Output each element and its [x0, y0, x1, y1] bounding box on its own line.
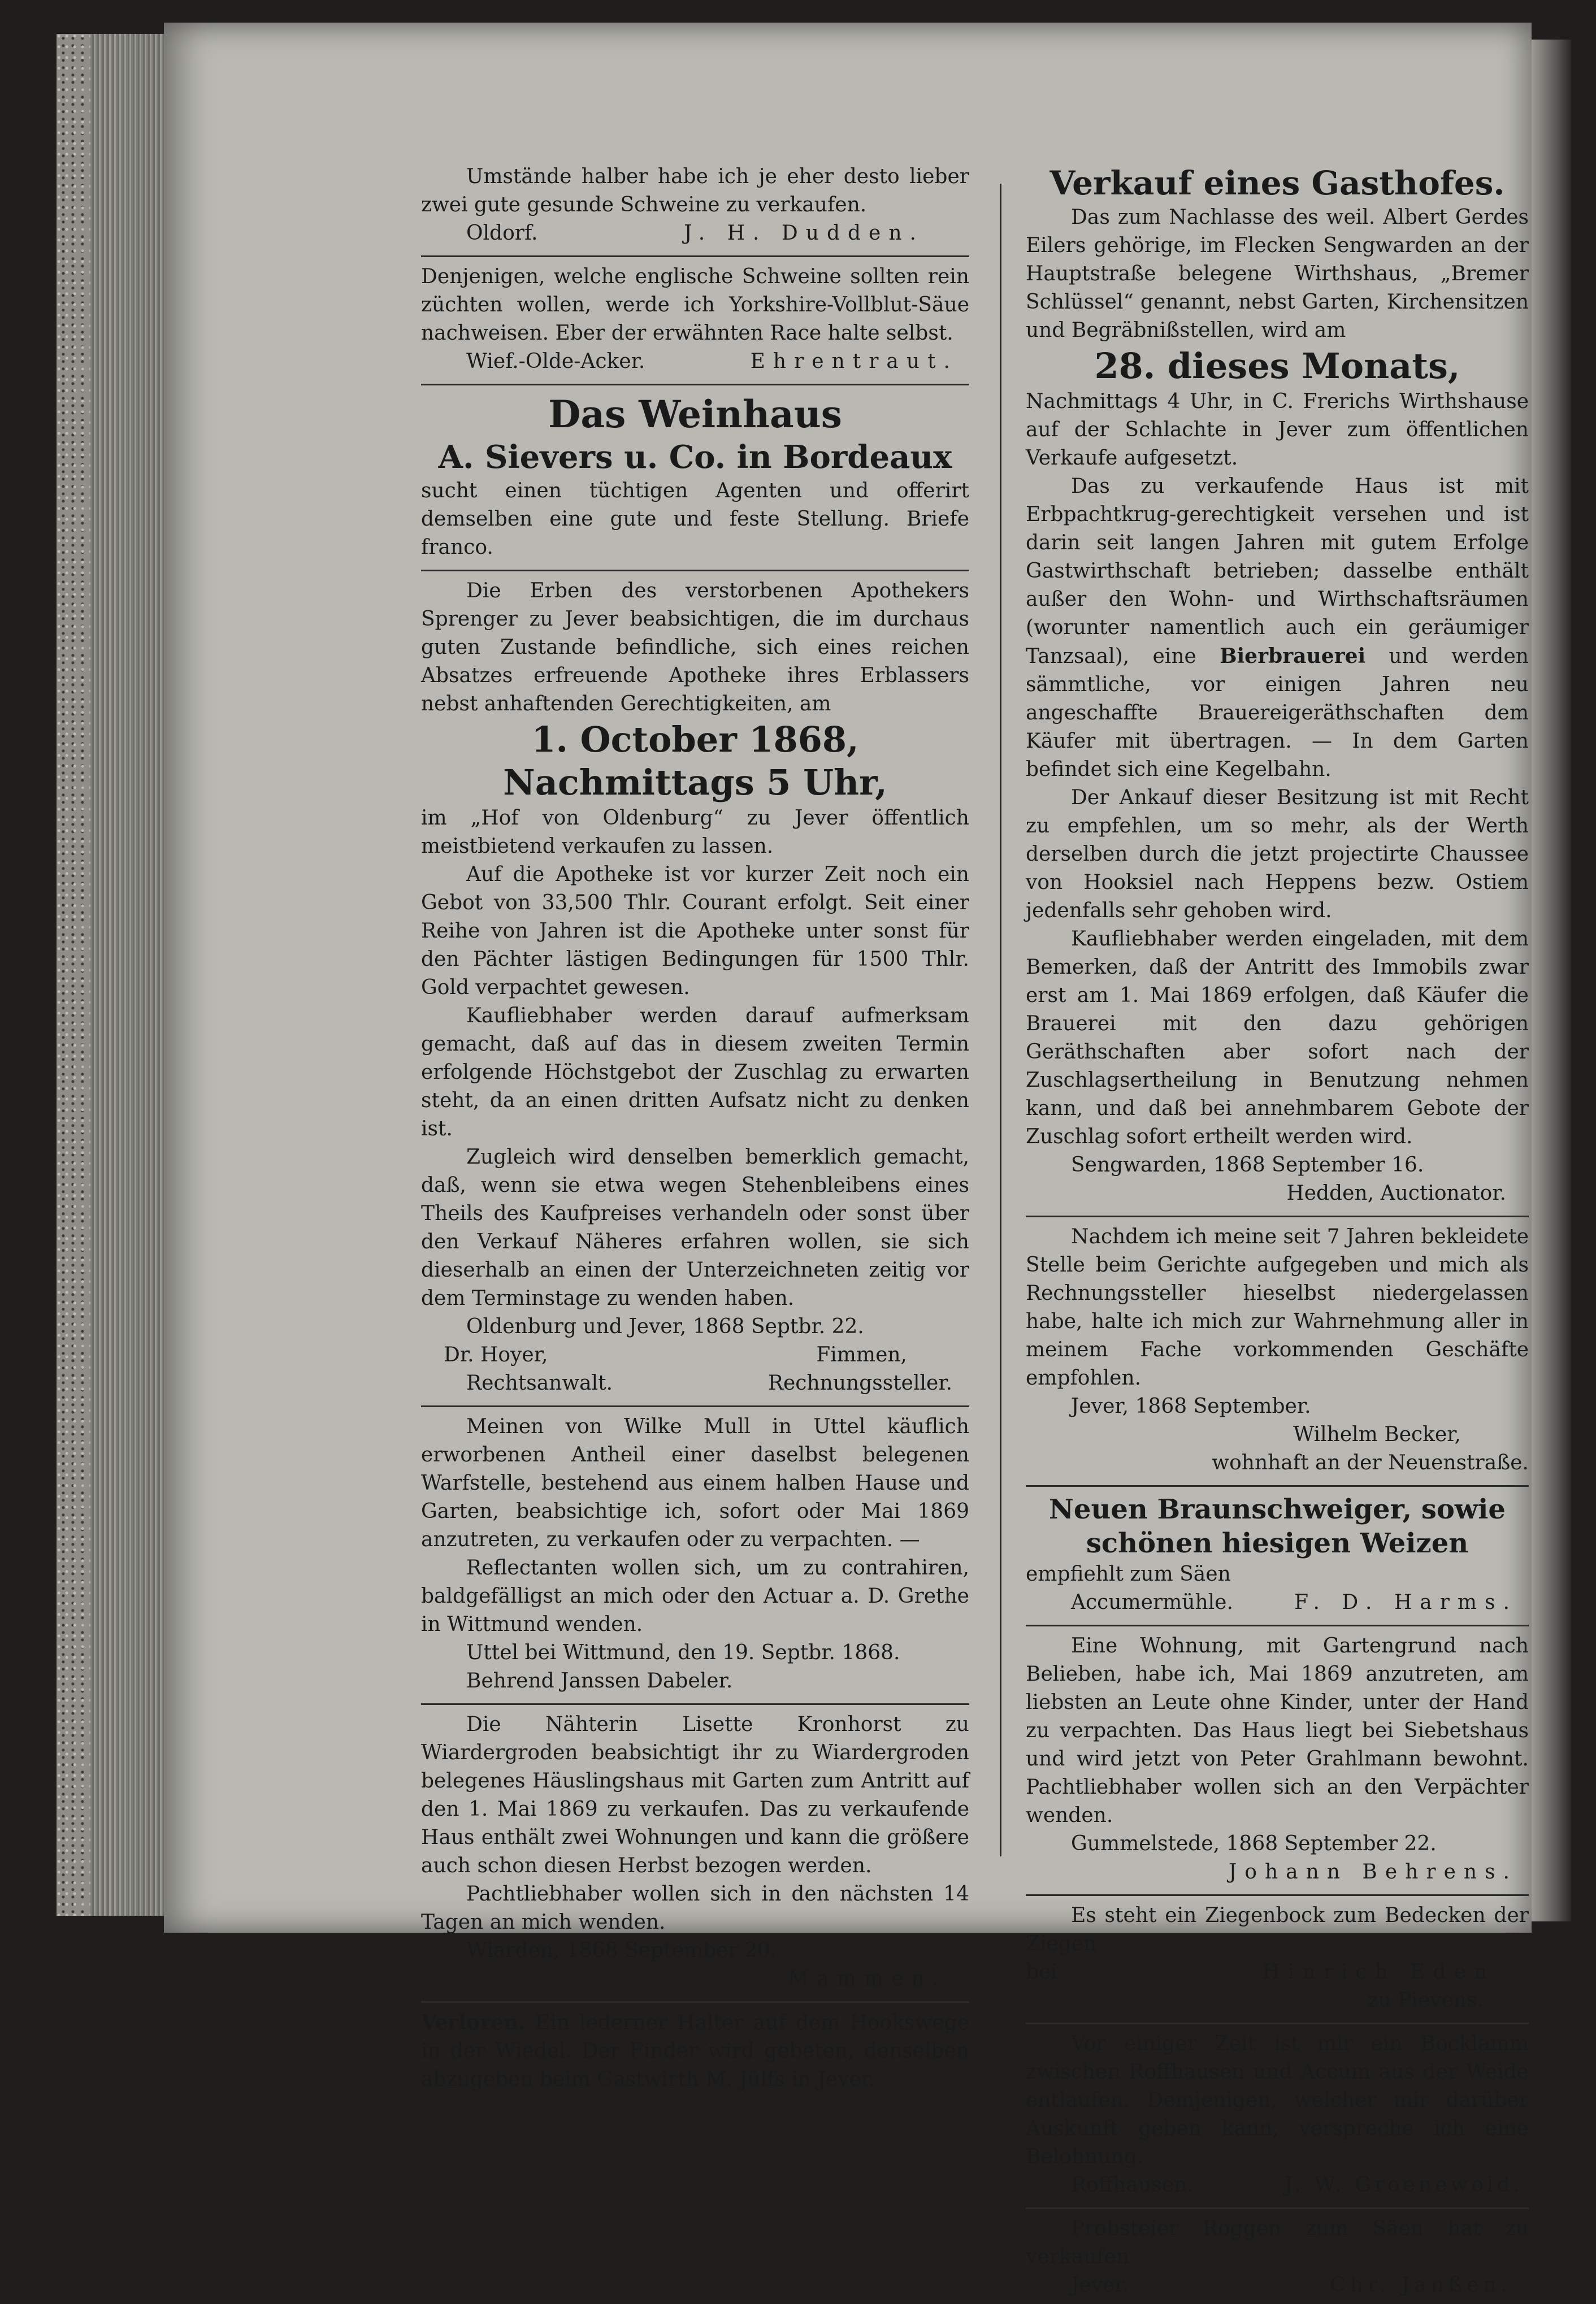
ad-separator	[421, 570, 969, 571]
ad-headline: Verkauf eines Gasthofes.	[1049, 164, 1505, 202]
ad-signer-place: zu Pievens.	[1367, 1989, 1484, 2012]
ad-text: Kaufliebhaber werden darauf aufmerksam gemacht, daß auf das in diesem zweiten Termin erfolgende Höchstgebot der Zuschlag zu erwarten steht, da an einen dritten Aufsatz nicht zu denken ist.	[421, 1004, 969, 1140]
book-cover-edge	[57, 34, 90, 1916]
ad-place: Roffhausen.	[1071, 2173, 1194, 2197]
ad-text: und werden sämmtliche, vor einigen Jahren neu angeschaffte Brauereigeräthschaften dem Käufer mit übertragen. — In dem Garten befindet sich eine Kegelbahn.	[1026, 645, 1529, 781]
ad-text: Kaufliebhaber werden eingeladen, mit dem Bemerken, daß der Antritt des Immobils zwar erst am 1. Mai 1869 erfolgen, daß Käufer die Brauerei mit den dazu gehörigen Geräthschaften aber sofort nach der Zuschlagsertheilung in Benutzung nehmen kann, und daß bei annehmbarem Gebote der Zuschlag sofort ertheilt werden wird.	[1026, 927, 1529, 1148]
ad-highlight: Bierbrauerei	[1220, 644, 1366, 668]
ad-text: Meinen von Wilke Mull in Uttel käuflich erworbenen Antheil einer daselbst belegenen Warfstelle, bestehend aus einem halben Hause und Garten, beabsichtige ich, sofort oder Mai 1869 anzutreten, zu verkaufen oder zu verpachten. —	[421, 1415, 969, 1551]
ad-signature-line	[421, 348, 969, 376]
ad-separator	[1026, 2023, 1529, 2024]
ad-signature-titles	[421, 1369, 969, 1398]
ad-signer: Ehrentraut.	[750, 350, 958, 373]
ad-weizen-harms	[1026, 1490, 1529, 1621]
ad-separator	[1026, 1216, 1529, 1217]
ad-bocklamm-groenewold	[1026, 2028, 1529, 2204]
ad-headline: Das Weinhaus	[548, 392, 842, 436]
ad-signer: Johann Behrens.	[1228, 1860, 1517, 1884]
ad-separator	[1026, 1485, 1529, 1487]
ad-signer: Behrend Janssen Dabeler.	[466, 1669, 733, 1693]
ad-text: empfiehlt zum Säen	[1026, 1563, 1231, 1586]
ad-dateline: Sengwarden, 1868 September 16.	[1071, 1153, 1424, 1177]
ad-wohnung-behrens	[1026, 1630, 1529, 1891]
ad-text: Es steht ein Ziegenbock zum Bedecken der Ziegen	[1026, 1904, 1529, 1955]
ad-apotheke-verkauf	[421, 575, 969, 1402]
ad-dateline: Wiarden, 1868 September 20.	[466, 1939, 777, 1962]
ad-warfstelle-dabeler	[421, 1411, 969, 1700]
ad-text: Zugleich wird denselben bemerklich gemacht, daß, wenn sie etwa wegen Stehenbleibens eines Theils des Kaufpreises verhandeln oder sonst über den Verkauf Näheres erfahren wollen, sie sich dieserhalb an einen der Unterzeichneten zeitig vor dem Terminstage zu wenden haben.	[421, 1146, 969, 1310]
ad-signer-address: wohnhaft an der Neuenstraße.	[1212, 1451, 1529, 1474]
ad-text: sucht einen tüchtigen Agenten und offerirt demselben eine gute und feste Stellung. Briefe franco.	[421, 479, 969, 559]
ad-gasthof-verkauf	[1026, 160, 1529, 1212]
ad-signer: Chr. Janßen.	[1330, 2273, 1512, 2297]
ad-signature-line	[421, 219, 969, 248]
ad-signature-line	[1026, 2171, 1529, 2199]
ad-text: Probsteier Roggen zum Säen hat zu verkaufen	[1026, 2217, 1529, 2268]
ad-prefix: bei	[1026, 1960, 1057, 1984]
ad-separator	[421, 1405, 969, 1407]
ad-separator	[1026, 1625, 1529, 1626]
left-column	[421, 160, 969, 2098]
ad-yorkshire-ehrentraut	[421, 261, 969, 380]
ad-separator	[1026, 2207, 1529, 2209]
ad-signature-line	[1026, 1589, 1529, 1617]
ad-signature-line	[421, 1341, 969, 1369]
ad-separator	[421, 2001, 969, 2003]
ad-text: Reflectanten wollen sich, um zu contrahiren, baldgefälligst an mich oder den Actuar a. D. Grethe in Wittmund wenden.	[421, 1556, 969, 1636]
ad-place: Oldorf.	[466, 222, 538, 245]
ad-signer: Hedden, Auctionator.	[1286, 1182, 1506, 1205]
ad-headline: Neuen Braunschweiger, sowie schönen hiesigen Weizen	[1049, 1494, 1506, 1559]
ad-text: Vor einiger Zeit ist mir ein Bocklamm zwischen Roffhausen und Accum aus der Weide entlaufen. Demjenigen, welcher mir darüber Auskunft geben kann, verspreche ich eine Belohnung.	[1026, 2032, 1529, 2168]
page-right-edge	[1532, 40, 1571, 1921]
ad-signer: Hinrich Eden	[1262, 1960, 1495, 1984]
ad-text: Das zum Nachlasse des weil. Albert Gerdes Eilers gehörige, im Flecken Sengwarden an der Hauptstraße belegene Wirthshaus, „Bremer Schlüssel“ genannt, nebst Garten, Kirchensitzen und Begräbnißstellen, wird am	[1026, 206, 1529, 342]
right-column	[1026, 160, 1529, 2304]
ad-text: Nachdem ich meine seit 7 Jahren bekleidete Stelle beim Gerichte aufgegeben und mich als Rechnungssteller hieselbst niedergelassen habe, halte ich mich zur Wahrnehmung aller in meinem Fache vorkommenden Geschäfte empfohlen.	[1026, 1225, 1529, 1390]
ad-signature-line	[1026, 2271, 1529, 2299]
ad-signer: Fimmen,	[816, 1343, 907, 1366]
ad-text: Das zu verkaufende Haus ist mit Erbpachtkrug-gerechtigkeit versehen und ist darin seit langen Jahren mit gutem Erfolge Gastwirthschaft betrieben; dasselbe enthält außer den Wohn- und Wirthschaftsräumen (worunter namentlich auch ein geräumiger Tanzsaal), eine	[1026, 475, 1529, 668]
ad-separator	[421, 384, 969, 385]
ad-dateline: Oldenburg und Jever, 1868 Septbr. 22.	[466, 1315, 864, 1338]
ad-paragraph	[421, 2008, 969, 2094]
ad-separator	[1026, 1894, 1529, 1896]
ad-signer: Dr. Hoyer,	[444, 1343, 548, 1366]
ad-paragraph	[1026, 472, 1529, 784]
ad-signer: F. D. Harms.	[1294, 1591, 1517, 1614]
ad-text: Nachmittags 4 Uhr, in C. Frerichs Wirthshause auf der Schlachte in Jever zum öffentlichen Verkaufe aufgesetzt.	[1026, 390, 1529, 470]
ad-time: Nachmittags 5 Uhr,	[503, 762, 887, 803]
ad-firm-name: A. Sievers u. Co. in Bordeaux	[438, 439, 952, 476]
ad-text: Die Erben des verstorbenen Apothekers Sprenger zu Jever beabsichtigen, die im durchaus guten Zustande befindliche, sich eines reichen Absatzes erfreuende Apotheke ihres Erblassers nebst anhaftenden Gerechtigkeiten, am	[421, 579, 969, 715]
ad-signer: J. H. Dudden.	[684, 222, 924, 245]
ad-signer: Wilhelm Becker,	[1293, 1423, 1461, 1446]
ad-verloren	[421, 2006, 969, 2098]
ad-place: Accumermühle.	[1071, 1591, 1233, 1614]
ad-place: Jever.	[1071, 2273, 1129, 2297]
ad-signer: Mammen.	[788, 1967, 947, 1990]
ad-dateline: Gummelstede, 1868 September 22.	[1071, 1832, 1437, 1855]
ad-separator	[421, 255, 969, 257]
ad-signer-title: Rechtsanwalt.	[466, 1372, 613, 1395]
ad-dateline: Jever, 1868 September.	[1071, 1395, 1311, 1418]
ad-dateline: Uttel bei Wittmund, den 19. Septbr. 1868.	[466, 1641, 900, 1664]
ad-date: 28. dieses Monats,	[1094, 345, 1460, 387]
ad-haeuslingshaus-mammen	[421, 1708, 969, 1998]
ad-signature-line	[1026, 1958, 1529, 1986]
ad-place: Wief.-Olde-Acker.	[466, 350, 645, 373]
ad-signer: J. W. Groenewold.	[1284, 2173, 1523, 2197]
column-divider	[1000, 184, 1001, 1856]
ad-separator	[421, 1703, 969, 1705]
ad-signer-title: Rechnungssteller.	[767, 1372, 952, 1395]
ad-text: Der Ankauf dieser Besitzung ist mit Recht zu empfehlen, um so mehr, als der Werth derselben durch die jetzt projectirte Chaussee von Hooksiel nach Heppens bezw. Ostiem jedenfalls sehr gehoben wird.	[1026, 786, 1529, 922]
ad-text: Auf die Apotheke ist vor kurzer Zeit noch ein Gebot von 33,500 Thlr. Courant erfolgt. Seit einer Reihe von Jahren ist die Apotheke unter sonst für den Pächter lästigen Bedingungen für 1500 Thlr. Gold verpachtet gewesen.	[421, 863, 969, 999]
ad-text: Die Nähterin Lisette Kronhorst zu Wiardergroden beabsichtigt ihr zu Wiardergroden belegenes Häuslingshaus mit Garten zum Antritt auf den 1. Mai 1869 zu verkaufen. Das zu verkaufende Haus enthält zwei Wohnungen und kann die größere auch schon diesen Herbst bezogen werden.	[421, 1713, 969, 1877]
ad-date: 1. October 1868,	[531, 719, 859, 760]
ad-lead: Verloren.	[421, 2011, 526, 2034]
ad-text: im „Hof von Oldenburg“ zu Jever öffentlich meistbietend verkaufen zu lassen.	[421, 806, 969, 858]
ad-schweine-dudden	[421, 160, 969, 252]
ad-text: Eine Wohnung, mit Gartengrund nach Belieben, habe ich, Mai 1869 anzutreten, am liebsten an Leute ohne Kinder, unter der Hand zu verpachten. Das Haus liegt bei Siebetshaus und wird jetzt von Peter Grahlmann bewohnt. Pachtliebhaber wollen sich an den Verpächter wenden.	[1026, 1634, 1529, 1827]
ad-roggen-janssen	[1026, 2212, 1529, 2304]
ad-text: Ein lederner Halter auf dem Hookswege in der Wiedel. Der Finder wird gebeten, denselben abzugeben beim Gastwirth M. Jülfs in Jever.	[421, 2011, 969, 2091]
ad-becker-rechnungssteller	[1026, 1221, 1529, 1482]
ad-text: Umstände halber habe ich je eher desto lieber zwei gute gesunde Schweine zu verkaufen.	[421, 165, 969, 216]
ad-ziegenbock-eden	[1026, 1899, 1529, 2019]
ad-text: Pachtliebhaber wollen sich in den nächsten 14 Tagen an mich wenden.	[421, 1882, 969, 1934]
ad-weinhaus	[421, 389, 969, 566]
ad-text: Denjenigen, welche englische Schweine sollten rein züchten wollen, werde ich Yorkshire-Vollblut-Säue nachweisen. Eber der erwähnten Race halte selbst.	[421, 265, 969, 345]
